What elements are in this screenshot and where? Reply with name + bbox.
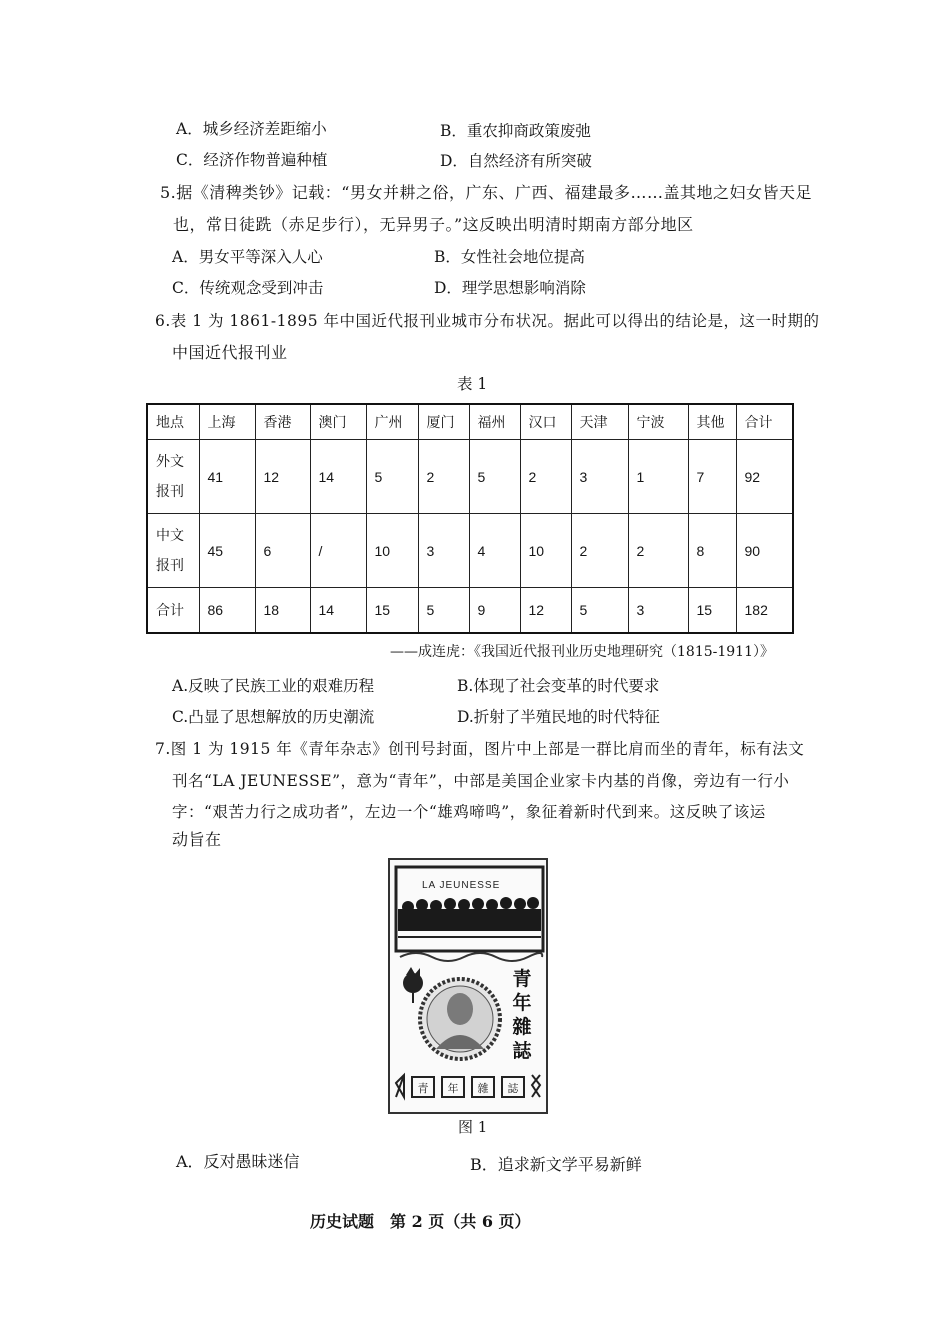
q4-option-c: C．经济作物普遍种植	[176, 151, 328, 169]
youths-band	[398, 909, 541, 931]
table-cell: 9	[469, 588, 520, 634]
table-row-foreign	[147, 440, 793, 514]
table-cell: 14	[310, 588, 366, 634]
q6-stem-line-1: 6.表 1 为 1861-1895 年中国近代报刊业城市分布状况。据此可以得出的结论是，这一时期的	[155, 312, 820, 330]
header-cell: 合计	[736, 404, 793, 440]
row-label	[147, 514, 199, 588]
row-label: 合计	[147, 588, 199, 634]
table-cell: 2	[571, 514, 628, 588]
header-cell: 厦门	[418, 404, 469, 440]
table-row-total	[147, 588, 793, 634]
q6-option-c: C.凸显了思想解放的历史潮流	[172, 708, 375, 726]
q7-option-b: B．追求新文学平易新鲜	[470, 1155, 642, 1174]
bottom-box-char: 雜	[477, 1082, 489, 1095]
q5-option-b: B．女性社会地位提高	[434, 248, 585, 266]
q6-stem-line-2: 中国近代报刊业	[172, 343, 288, 362]
q5-stem-line-1: 5.据《清稗类钞》记载：“男女并耕之俗，广东、广西、福建最多……盖其地之妇女皆天足	[160, 183, 812, 202]
table-cell: 2	[418, 440, 469, 514]
bottom-box-char: 青	[417, 1082, 429, 1095]
table-cell: 8	[688, 514, 736, 588]
header-cell: 香港	[255, 404, 310, 440]
table-cell: 2	[520, 440, 571, 514]
table-cell: 5	[418, 588, 469, 634]
q7-option-a: A．反对愚昧迷信	[176, 1152, 300, 1171]
table-cell: 12	[255, 440, 310, 514]
row-label-line: 中文	[156, 527, 184, 544]
table-cell: 18	[255, 588, 310, 634]
table-cell: 2	[628, 514, 688, 588]
table-cell: 3	[571, 440, 628, 514]
header-cell: 福州	[469, 404, 520, 440]
table-cell: 41	[199, 440, 255, 514]
q4-option-d: D．自然经济有所突破	[440, 152, 592, 170]
cover-title-char: 年	[512, 992, 532, 1014]
q6-option-a: A.反映了民族工业的艰难历程	[172, 677, 375, 695]
table-caption: 表 1	[457, 375, 488, 393]
header-cell: 上海	[199, 404, 255, 440]
youth-head	[500, 897, 512, 909]
table-cell: 7	[688, 440, 736, 514]
table-cell: 182	[736, 588, 793, 634]
q7-stem-line-4: 动旨在	[172, 830, 222, 849]
table-cell: 3	[418, 514, 469, 588]
q5-option-c: C．传统观念受到冲击	[172, 279, 324, 297]
header-cell: 其他	[688, 404, 736, 440]
row-label	[147, 440, 199, 514]
q5-option-a: A．男女平等深入人心	[172, 248, 323, 266]
q4-option-a: A．城乡经济差距缩小	[176, 120, 327, 138]
bottom-box-char: 誌	[507, 1082, 519, 1095]
cover-title-char: 青	[512, 968, 532, 990]
newspaper-distribution-table	[146, 403, 794, 634]
table-row-chinese	[147, 514, 793, 588]
table-cell: 10	[366, 514, 418, 588]
table-cell: /	[310, 514, 366, 588]
table-cell: 3	[628, 588, 688, 634]
magazine-cover-figure	[386, 857, 550, 1115]
banner-title: LA JEUNESSE	[422, 880, 501, 891]
youth-head	[472, 898, 484, 910]
table-source: ——成连虎：《我国近代报刊业历史地理研究（1815-1911）》	[390, 644, 774, 660]
row-label-line: 外文	[156, 453, 184, 470]
header-cell: 澳门	[310, 404, 366, 440]
table-cell: 10	[520, 514, 571, 588]
page-footer: 历史试题 第 2 页（共 6 页）	[310, 1212, 531, 1231]
q5-option-d: D．理学思想影响消除	[434, 279, 586, 297]
q7-stem-line-3: 字：“艰苦力行之成功者”，左边一个“雄鸡啼鸣”，象征着新时代到来。这反映了该运	[172, 803, 766, 821]
header-cell: 地点	[147, 404, 199, 440]
table-header-row	[147, 404, 793, 440]
q6-option-b: B.体现了社会变革的时代要求	[457, 677, 660, 695]
youth-head	[430, 900, 442, 912]
bottom-box-char: 年	[447, 1082, 459, 1095]
table-cell: 6	[255, 514, 310, 588]
table-cell: 5	[571, 588, 628, 634]
header-cell: 汉口	[520, 404, 571, 440]
q4-option-b: B．重农抑商政策废弛	[440, 122, 591, 140]
q7-stem-line-1: 7.图 1 为 1915 年《青年杂志》创刊号封面，图片中上部是一群比肩而坐的青年，标有法文	[155, 740, 805, 758]
q6-option-d: D.折射了半殖民地的时代特征	[457, 708, 660, 726]
youth-head	[402, 901, 414, 913]
figure-caption: 图 1	[458, 1118, 488, 1136]
youth-head	[486, 899, 498, 911]
table-cell: 5	[469, 440, 520, 514]
table-cell: 5	[366, 440, 418, 514]
table-cell: 15	[366, 588, 418, 634]
q7-stem-line-2: 刊名“LA JEUNESSE”，意为“青年”，中部是美国企业家卡内基的肖像，旁边有一行小	[172, 772, 790, 790]
row-label-line: 报刊	[156, 483, 184, 500]
youth-head	[458, 899, 470, 911]
table-cell: 4	[469, 514, 520, 588]
table-cell: 90	[736, 514, 793, 588]
table-cell: 45	[199, 514, 255, 588]
header-cell: 宁波	[628, 404, 688, 440]
cover-title-char: 誌	[512, 1040, 532, 1062]
table-cell: 15	[688, 588, 736, 634]
table-cell: 86	[199, 588, 255, 634]
header-cell: 天津	[571, 404, 628, 440]
youth-head	[444, 898, 456, 910]
table-cell: 12	[520, 588, 571, 634]
header-cell: 广州	[366, 404, 418, 440]
youth-head	[514, 898, 526, 910]
youth-head	[527, 897, 539, 909]
table-cell: 14	[310, 440, 366, 514]
youth-head	[416, 899, 428, 911]
magazine-cover-illustration	[386, 857, 550, 1115]
q5-stem-line-2: 也，常日徒跣（赤足步行），无异男子。”这反映出明清时期南方部分地区	[173, 215, 694, 234]
table-cell: 1	[628, 440, 688, 514]
cover-title-char: 雜	[512, 1016, 532, 1038]
row-label-line: 报刊	[156, 557, 184, 574]
table-cell: 92	[736, 440, 793, 514]
